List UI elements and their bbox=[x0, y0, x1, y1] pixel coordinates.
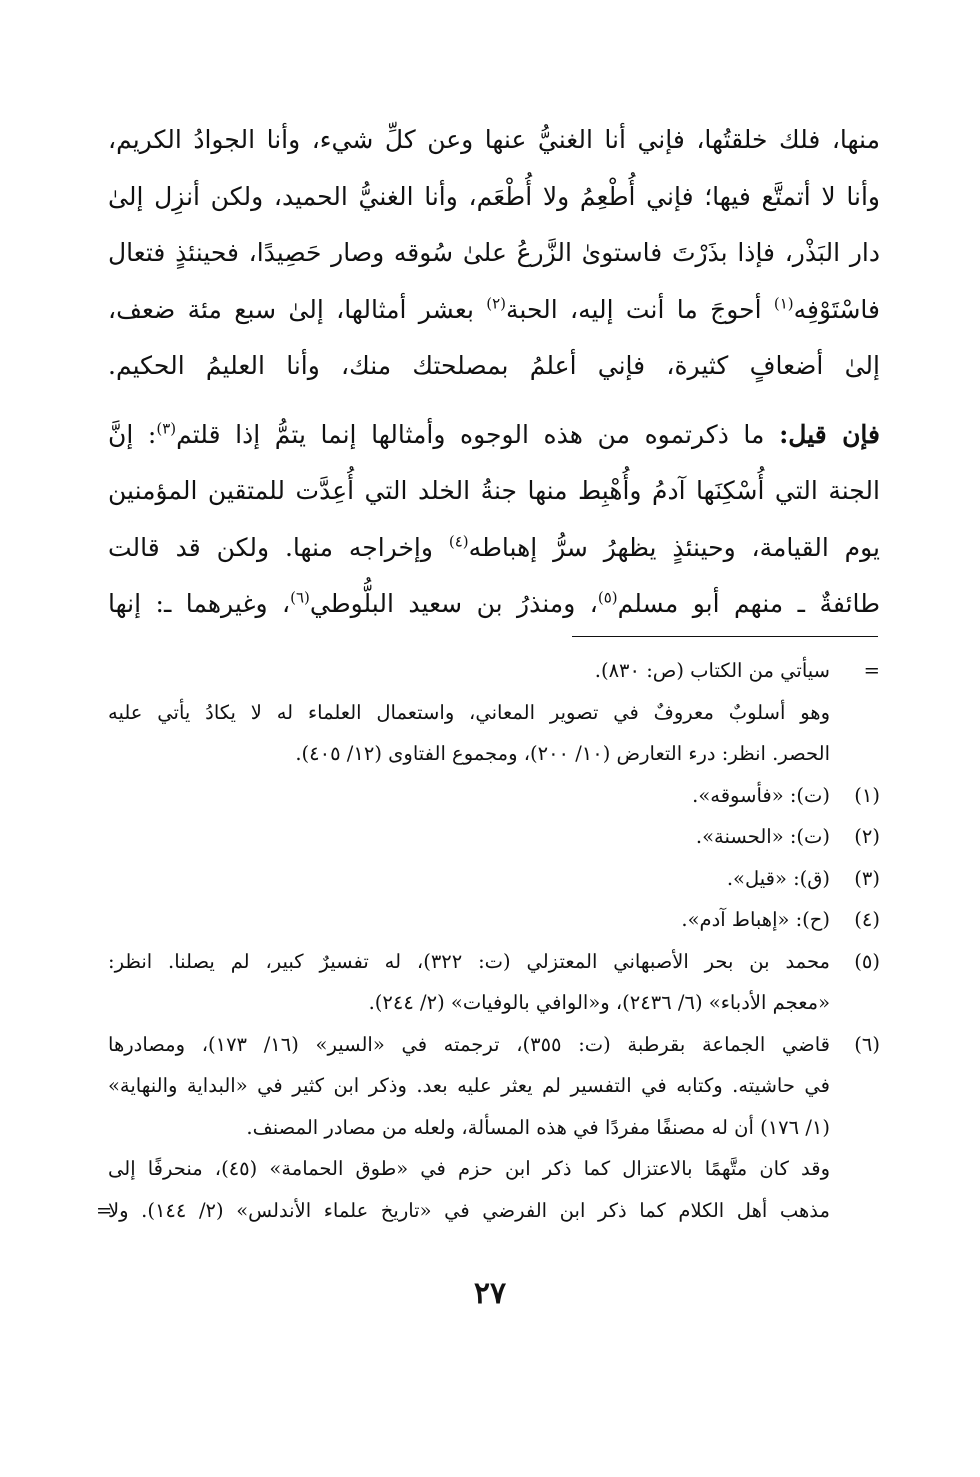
line-segment: ما ذكرتموه من هذه الوجوه وأمثالها إنما يتمُّ إذا قلتم bbox=[176, 419, 765, 449]
footnote-4 bbox=[108, 899, 880, 941]
line: الجنة التي أُسْكِنَها آدمُ وأُهْبِط منها جنةُ الخلد التي أُعِدَّت للمتقين المؤمنين bbox=[108, 476, 880, 505]
footnote-line: وقد كان متَّهمًا بالاعتزال كما ذكر ابن حزم في «طوق الحمامة» (٤٥)، منحرفًا إلى bbox=[108, 1157, 831, 1180]
continued-marker: = bbox=[96, 1198, 113, 1222]
line-segment: طائفةٌ ـ منهم أبو مسلم bbox=[617, 589, 880, 618]
line: إلىٰ أضعافٍ كثيرة، فإني أعلمُ بمصلحتك منك، وأنا العليمُ الحكيم. bbox=[108, 351, 880, 380]
lead-phrase: فإن قيل: bbox=[779, 419, 881, 449]
footnote-continuation-body bbox=[108, 692, 880, 775]
footnote-line: وهو أسلوبٌ معروفٌ في تصوير المعاني، واستعمال العلماء له لا يكادُ يأتي عليه bbox=[108, 700, 830, 724]
page-number: ٢٧ bbox=[473, 1276, 507, 1311]
footnote-marker: (١) bbox=[854, 783, 880, 807]
footnote-continuation bbox=[108, 650, 880, 692]
line-segment: وإخراجه منها. ولكن قد قالت bbox=[108, 532, 433, 562]
paragraph-2 bbox=[108, 407, 880, 633]
footnote-ref-4[interactable]: (٤) bbox=[448, 532, 469, 551]
footnote-marker: (٣) bbox=[854, 866, 880, 890]
footnote-ref-2[interactable]: (٢) bbox=[486, 294, 507, 313]
footnote-marker: (٢) bbox=[854, 825, 880, 848]
footnote-marker: (٥) bbox=[854, 949, 880, 973]
line: وأنا لا أتمتَّع فيها؛ فإني أُطْعِمُ ولا أُطْعَم، وأنا الغنيُّ الحميد، ولكن أنزِل إلىٰ bbox=[108, 181, 880, 211]
footnote-marker: (٤) bbox=[854, 908, 880, 931]
footnote-line: (ت): «فأسوقه». bbox=[692, 783, 830, 807]
footnote-ref-1[interactable]: (١) bbox=[773, 294, 794, 313]
footnote-separator bbox=[572, 636, 878, 637]
footnote-ref-5[interactable]: (٥) bbox=[597, 588, 618, 607]
footnote-marker: (٦) bbox=[854, 1032, 880, 1056]
footnote-5 bbox=[108, 941, 880, 1024]
footnotes bbox=[96, 650, 880, 1231]
line: دار البَذْر، فإذا بذَرْتَ فاستوىٰ الزَّرعُ علىٰ سُوقه وصار حَصِيدًا، فحينئذٍ فتعال bbox=[108, 238, 880, 267]
footnote-line: (١/ ١٧٦) أن له مصنفًا مفردًا في هذه المسألة، ولعله من مصادر المصنف. bbox=[246, 1115, 830, 1139]
footnote-line: محمد بن بحر الأصبهاني المعتزلي (ت: ٣٢٢)، له تفسيرٌ كبير، لم يصلنا. انظر: bbox=[108, 949, 830, 973]
footnote-6 bbox=[96, 1024, 880, 1232]
footnote-2 bbox=[108, 816, 880, 858]
line-segment: بعشر أمثالها، إلىٰ سبع مئة ضعف، bbox=[108, 294, 474, 324]
footnote-ref-3[interactable]: (٣) bbox=[156, 419, 177, 438]
line-segment: ، وغيرهما ـ: إنها bbox=[108, 589, 291, 618]
footnote-line-text: مذهب أهل الكلام كما ذكر ابن الفرضي في «تاريخ علماء الأندلس» (٢/ ١٤٤). ولا bbox=[108, 1198, 830, 1222]
line-segment: أحوجَ ما أنت إليه، الحبة bbox=[506, 294, 762, 324]
footnote-line: سيأتي من الكتاب (ص: ٨٣٠). bbox=[594, 659, 830, 682]
line-segment: فاسْتَوْفِه bbox=[793, 294, 880, 324]
footnote-3 bbox=[108, 858, 880, 900]
footnote-line: (ق): «قيل». bbox=[726, 866, 830, 890]
footnote-line: «معجم الأدباء» (٦/ ٢٤٣٦)، و«الوافي بالوفيات» (٢/ ٢٤٤). bbox=[368, 991, 830, 1014]
main-text bbox=[108, 112, 880, 633]
footnote-line: (ت): «الحسنة». bbox=[695, 825, 830, 848]
paragraph-1 bbox=[108, 112, 880, 395]
continuation-marker: = bbox=[863, 659, 880, 682]
line-segment: ، ومنذرُ بن سعيد البلُّوطي bbox=[309, 589, 598, 618]
footnote-1 bbox=[108, 775, 880, 817]
line: منها، فلك خلقتُها، فإني أنا الغنيُّ عنها وعن كلِّ شيء، وأنا الجوادُ الكريم، bbox=[108, 125, 880, 154]
footnote-line: الحصر. انظر: درء التعارض (١٠/ ٢٠٠)، ومجموع الفتاوى (١٢/ ٤٠٥). bbox=[295, 742, 830, 765]
footnote-line: في حاشيته. وكتابه في التفسير لم يعثر عليه بعد. وذكر ابن كثير في «البداية والنهاية» bbox=[108, 1074, 830, 1097]
footnote-line-last bbox=[96, 1190, 830, 1232]
footnote-line: (ح): «إهباط آدم». bbox=[681, 908, 830, 931]
footnote-ref-6[interactable]: (٦) bbox=[290, 588, 310, 607]
footnote-line: قاضي الجماعة بقرطبة (ت: ٣٥٥)، ترجمته في «السير» (١٦/ ١٧٣)، ومصادرها bbox=[108, 1032, 830, 1056]
line-segment: يوم القيامة، وحينئذٍ يظهرُ سرُّ إهباطه bbox=[468, 532, 881, 562]
line-segment: : إنَّ bbox=[108, 419, 157, 449]
